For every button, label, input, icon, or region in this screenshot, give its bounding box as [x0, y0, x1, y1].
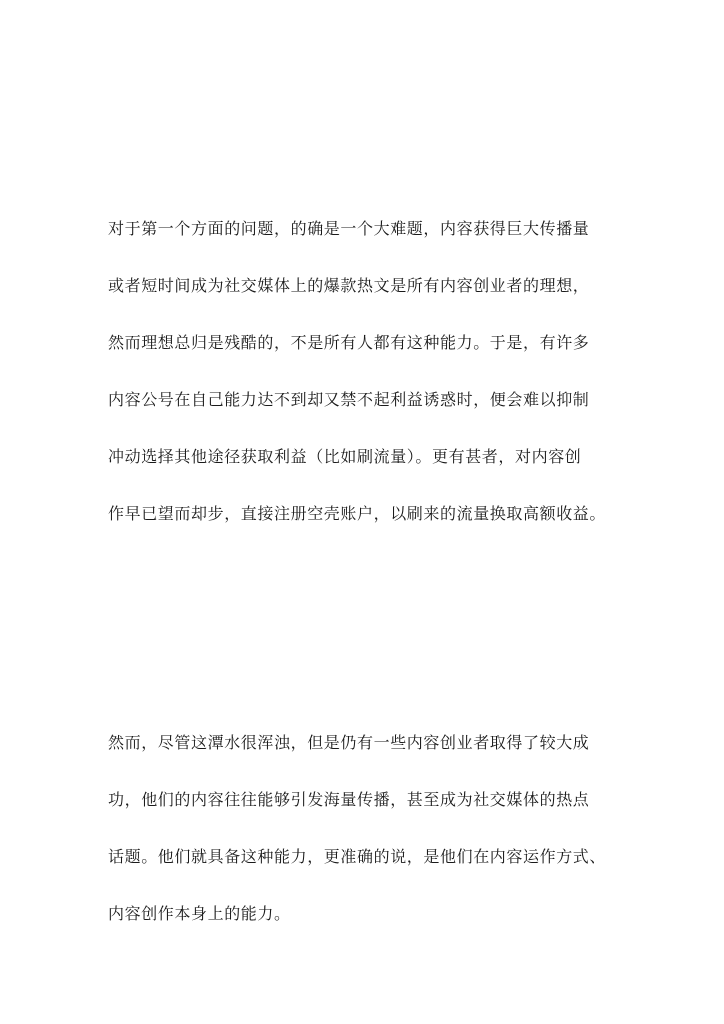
paragraph-line: 作早已望而却步，直接注册空壳账户，以刷来的流量换取高额收益。	[108, 504, 607, 523]
paragraph-line: 或者短时间成为社交媒体上的爆款热文是所有内容创业者的理想，	[108, 276, 590, 295]
paragraph-line: 功，他们的内容往往能够引发海量传播，甚至成为社交媒体的热点	[108, 790, 590, 809]
paragraph-line: 话题。他们就具备这种能力，更准确的说，是他们在内容运作方式、	[108, 847, 607, 866]
paragraph-line: 内容创作本身上的能力。	[108, 904, 291, 923]
paragraph-line: 对于第一个方面的问题，的确是一个大难题，内容获得巨大传播量	[108, 219, 590, 238]
paragraph-line: 冲动选择其他途径获取利益（比如刷流量）。更有甚者，对内容创	[108, 447, 582, 466]
paragraph-line: 然而，尽管这潭水很浑浊，但是仍有一些内容创业者取得了较大成	[108, 733, 590, 752]
paragraph-line: 然而理想总归是残酷的，不是所有人都有这种能力。于是，有许多	[108, 333, 590, 352]
paragraph-line: 内容公号在自己能力达不到却又禁不起利益诱惑时，便会难以抑制	[108, 390, 590, 409]
